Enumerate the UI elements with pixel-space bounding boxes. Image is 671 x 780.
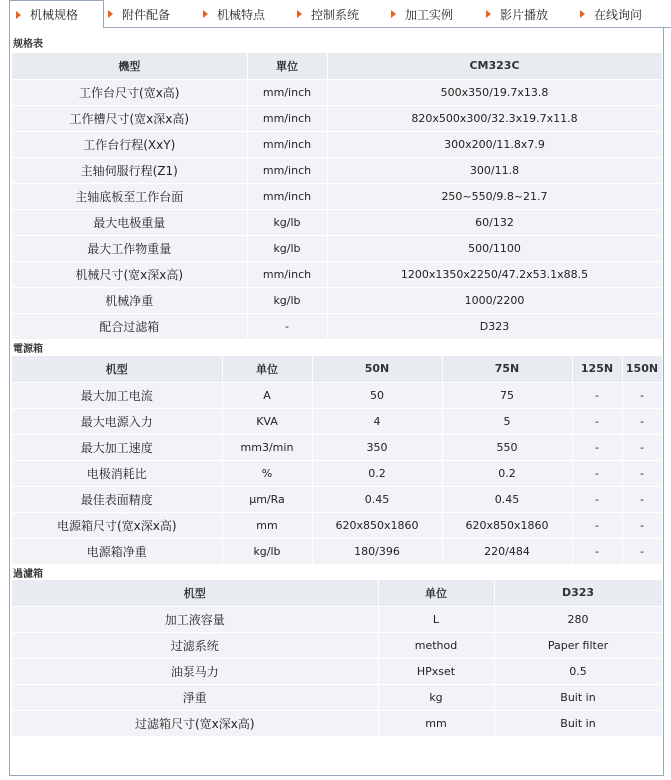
table-row — [12, 209, 662, 235]
cell-value: 0.45 — [442, 486, 572, 512]
row-label: 主轴伺服行程(Z1) — [12, 157, 247, 183]
table-row — [12, 512, 662, 538]
header-cell: D323 — [494, 580, 662, 606]
cell-unit: mm/inch — [247, 105, 327, 131]
row-label: 工作槽尺寸(宽x深x高) — [12, 105, 247, 131]
header-cell: 75N — [442, 356, 572, 382]
row-label: 最大工作物重量 — [12, 235, 247, 261]
header-cell: 单位 — [222, 356, 312, 382]
cell-unit: mm/inch — [247, 79, 327, 105]
row-label: 最大加工电流 — [12, 382, 222, 408]
row-label: 油泵马力 — [12, 658, 378, 684]
header-cell: 單位 — [247, 53, 327, 79]
cell-unit: mm/inch — [247, 131, 327, 157]
cell-unit: A — [222, 382, 312, 408]
cell-value: 1000/2200 — [327, 287, 662, 313]
row-label: 机械净重 — [12, 287, 247, 313]
table-row — [12, 183, 662, 209]
row-label: 淨重 — [12, 684, 378, 710]
cell-value: 620x850x1860 — [442, 512, 572, 538]
arrow-icon — [580, 10, 585, 18]
table-row — [12, 606, 662, 632]
cell-value: D323 — [327, 313, 662, 339]
table-header-row — [12, 580, 662, 606]
tab-video[interactable]: 影片播放 — [486, 0, 548, 28]
table-header-row — [12, 356, 662, 382]
cell-value: - — [622, 538, 662, 564]
cell-unit: kg — [378, 684, 494, 710]
header-cell: 机型 — [12, 580, 378, 606]
row-label: 最大电极重量 — [12, 209, 247, 235]
cell-unit: mm — [222, 512, 312, 538]
cell-value: - — [572, 486, 622, 512]
table-row — [12, 538, 662, 564]
table-row — [12, 382, 662, 408]
cell-value: 60/132 — [327, 209, 662, 235]
cell-unit: HPxset — [378, 658, 494, 684]
row-label: 最佳表面精度 — [12, 486, 222, 512]
cell-unit: method — [378, 632, 494, 658]
table-row — [12, 157, 662, 183]
table-row — [12, 79, 662, 105]
table-row — [12, 658, 662, 684]
cell-unit: % — [222, 460, 312, 486]
cell-value: - — [572, 538, 622, 564]
cell-unit: kg/lb — [247, 209, 327, 235]
cell-unit: L — [378, 606, 494, 632]
cell-value: 180/396 — [312, 538, 442, 564]
tab-machining-examples[interactable]: 加工实例 — [391, 0, 453, 28]
tab-bar — [0, 0, 671, 28]
cell-value: Paper filter — [494, 632, 662, 658]
cell-value: 500/1100 — [327, 235, 662, 261]
table-row — [12, 684, 662, 710]
cell-value: - — [572, 512, 622, 538]
arrow-icon — [16, 11, 21, 19]
cell-value: 1200x1350x2250/47.2x53.1x88.5 — [327, 261, 662, 287]
cell-value: 0.45 — [312, 486, 442, 512]
cell-unit: mm3/min — [222, 434, 312, 460]
tab-control-system[interactable]: 控制系统 — [297, 0, 359, 28]
table-row — [12, 710, 662, 736]
tab-online-inquiry[interactable]: 在线询问 — [580, 0, 642, 28]
header-cell: 机型 — [12, 356, 222, 382]
cell-value: 0.2 — [442, 460, 572, 486]
spec-table — [12, 53, 663, 340]
row-label: 加工液容量 — [12, 606, 378, 632]
cell-value: - — [572, 408, 622, 434]
table-row — [12, 105, 662, 131]
header-cell: 機型 — [12, 53, 247, 79]
arrow-icon — [108, 10, 113, 18]
header-cell: CM323C — [327, 53, 662, 79]
cell-value: 250~550/9.8~21.7 — [327, 183, 662, 209]
cell-value: - — [572, 434, 622, 460]
row-label: 电极消耗比 — [12, 460, 222, 486]
cell-value: 620x850x1860 — [312, 512, 442, 538]
filter-table — [12, 580, 663, 737]
cell-value: 300x200/11.8x7.9 — [327, 131, 662, 157]
cell-value: 500x350/19.7x13.8 — [327, 79, 662, 105]
cell-value: 0.2 — [312, 460, 442, 486]
tab-machine-features[interactable]: 机械特点 — [203, 0, 265, 28]
cell-value: - — [622, 486, 662, 512]
cell-value: - — [572, 460, 622, 486]
arrow-icon — [203, 10, 208, 18]
arrow-icon — [486, 10, 491, 18]
cell-value: - — [622, 408, 662, 434]
table-row — [12, 486, 662, 512]
cell-value: 820x500x300/32.3x19.7x11.8 — [327, 105, 662, 131]
cell-unit: mm — [378, 710, 494, 736]
cell-value: 220/484 — [442, 538, 572, 564]
table-row — [12, 287, 662, 313]
row-label: 机械尺寸(宽x深x高) — [12, 261, 247, 287]
cell-value: - — [572, 382, 622, 408]
cell-unit: kg/lb — [222, 538, 312, 564]
spec-section-title: 规格表 — [13, 39, 43, 50]
cell-unit: kg/lb — [247, 287, 327, 313]
row-label: 最大加工速度 — [12, 434, 222, 460]
cell-value: - — [622, 382, 662, 408]
cell-value: Buit in — [494, 684, 662, 710]
table-row — [12, 313, 662, 339]
row-label: 工作台尺寸(宽x高) — [12, 79, 247, 105]
cell-value: 280 — [494, 606, 662, 632]
cell-unit: kg/lb — [247, 235, 327, 261]
cell-value: 4 — [312, 408, 442, 434]
row-label: 电源箱尺寸(宽x深x高) — [12, 512, 222, 538]
power-section-title: 電源箱 — [13, 344, 43, 355]
row-label: 过滤箱尺寸(宽x深x高) — [12, 710, 378, 736]
cell-value: 0.5 — [494, 658, 662, 684]
cell-value: 300/11.8 — [327, 157, 662, 183]
table-row — [12, 460, 662, 486]
cell-value: Buit in — [494, 710, 662, 736]
cell-value: 350 — [312, 434, 442, 460]
header-cell: 50N — [312, 356, 442, 382]
table-row — [12, 235, 662, 261]
cell-value: - — [622, 460, 662, 486]
arrow-icon — [297, 10, 302, 18]
row-label: 工作台行程(XxY) — [12, 131, 247, 157]
tab-machine-specs[interactable]: 机械规格 — [9, 0, 104, 28]
cell-value: 75 — [442, 382, 572, 408]
header-cell: 单位 — [378, 580, 494, 606]
row-label: 最大电源入力 — [12, 408, 222, 434]
power-table — [12, 356, 663, 565]
cell-value: 50 — [312, 382, 442, 408]
tab-accessories[interactable]: 附件配备 — [108, 0, 170, 28]
table-row — [12, 434, 662, 460]
row-label: 配合过滤箱 — [12, 313, 247, 339]
row-label: 主轴底板至工作台面 — [12, 183, 247, 209]
cell-unit: mm/inch — [247, 183, 327, 209]
cell-value: - — [622, 434, 662, 460]
header-cell: 150N — [622, 356, 662, 382]
arrow-icon — [391, 10, 396, 18]
table-row — [12, 261, 662, 287]
table-row — [12, 632, 662, 658]
filter-section-title: 過濾箱 — [13, 569, 43, 580]
cell-unit: - — [247, 313, 327, 339]
header-cell: 125N — [572, 356, 622, 382]
table-row — [12, 408, 662, 434]
row-label: 过滤系统 — [12, 632, 378, 658]
cell-value: - — [622, 512, 662, 538]
table-row — [12, 131, 662, 157]
cell-value: 5 — [442, 408, 572, 434]
table-header-row — [12, 53, 662, 79]
row-label: 电源箱净重 — [12, 538, 222, 564]
cell-unit: μm/Ra — [222, 486, 312, 512]
cell-value: 550 — [442, 434, 572, 460]
cell-unit: mm/inch — [247, 157, 327, 183]
cell-unit: mm/inch — [247, 261, 327, 287]
cell-unit: KVA — [222, 408, 312, 434]
